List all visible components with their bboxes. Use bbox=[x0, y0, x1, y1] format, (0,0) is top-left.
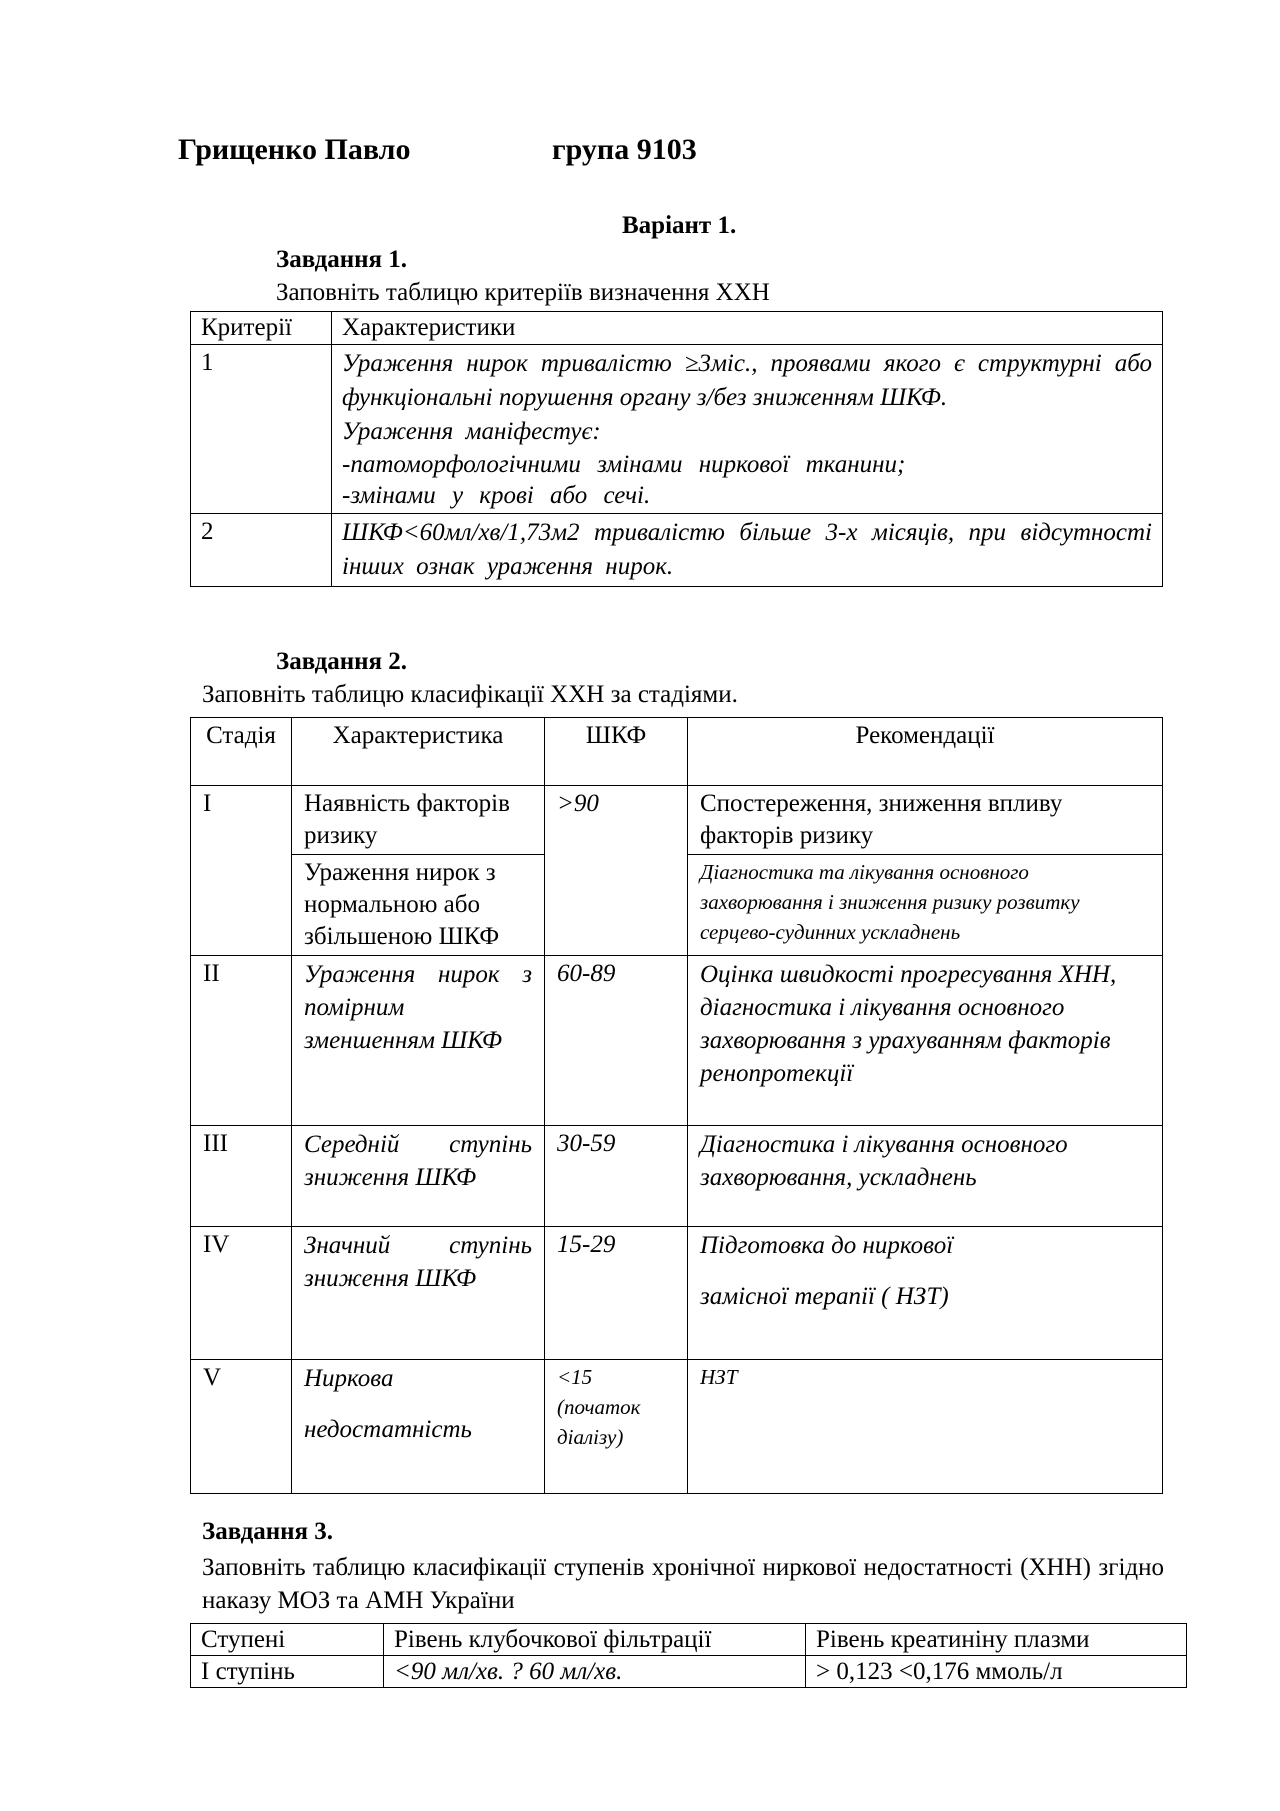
recommendation-cell: НЗТ bbox=[688, 1360, 1163, 1494]
student-name: Грищенко Павло bbox=[178, 133, 411, 166]
table-header-row bbox=[191, 718, 1163, 786]
table-header-row bbox=[191, 312, 1163, 345]
characteristic-text: недостатність bbox=[304, 1416, 472, 1443]
table-row bbox=[191, 1656, 1187, 1688]
gfr-cell: <15 (початок діалізу) bbox=[545, 1360, 688, 1494]
task3-title: Завдання 3. bbox=[202, 1518, 334, 1545]
table-row bbox=[191, 956, 1163, 1126]
gfr-cell: 15-29 bbox=[545, 1227, 688, 1360]
stages-table bbox=[190, 717, 1163, 1494]
criterion-text: ШКФ<60мл/хв/1,73м2 тривалістю більше 3-х місяців, при відсутності інших ознак ураження нирок. bbox=[342, 519, 1152, 580]
table-header-cell: Стадія bbox=[191, 718, 292, 786]
characteristic-cell: Ураження нирок з помірним зменшенням ШКФ bbox=[292, 956, 545, 1126]
gfr-cell: 60-89 bbox=[545, 956, 688, 1126]
recommendation-cell: Діагностика та лікування основного захворювання і зниження ризику розвитку серцево-судинних ускладнень bbox=[688, 855, 1163, 956]
stage-cell: IV bbox=[191, 1227, 292, 1360]
task1-intro: Заповніть таблицю критеріїв визначення ХХН bbox=[276, 279, 770, 306]
characteristic-cell: Наявність факторів ризику bbox=[292, 786, 545, 855]
recommendation-cell: Оцінка швидкості прогресування ХНН, діагностика і лікування основного захворювання з урахуванням факторів ренопротекції bbox=[688, 956, 1163, 1126]
degree-cell: I ступінь bbox=[191, 1656, 384, 1688]
table-row bbox=[191, 514, 1163, 587]
group-number: група 9103 bbox=[552, 133, 697, 166]
ckd-degrees-table bbox=[190, 1623, 1187, 1688]
gfr-cell: 30-59 bbox=[545, 1126, 688, 1227]
table-header-cell: ШКФ bbox=[545, 718, 688, 786]
table-row bbox=[191, 345, 1163, 514]
table-row bbox=[191, 1360, 1163, 1494]
table-row bbox=[191, 1126, 1163, 1227]
gfr-cell: >90 bbox=[545, 786, 688, 956]
stage-cell: III bbox=[191, 1126, 292, 1227]
characteristic-cell: Середній ступінь зниження ШКФ bbox=[292, 1126, 545, 1227]
table-header-cell: Рекомендації bbox=[688, 718, 1163, 786]
criterion-text: Ураження маніфестує: bbox=[342, 418, 601, 445]
variant-title: Варіант 1. bbox=[622, 212, 737, 239]
criterion-text: Ураження нирок тривалістю ≥3міс., проявами якого є структурні або функціональні порушення органу з/без зниженням ШКФ. bbox=[342, 350, 1152, 411]
characteristic-cell: Ураження нирок з нормальною або збільшеною ШКФ bbox=[292, 855, 545, 956]
task2-intro: Заповніть таблицю класифікації ХХН за стадіями. bbox=[202, 681, 738, 708]
stage-cell: V bbox=[191, 1360, 292, 1494]
stage-cell: II bbox=[191, 956, 292, 1126]
characteristic-text: Ниркова bbox=[304, 1365, 394, 1392]
task1-title: Завдання 1. bbox=[276, 246, 408, 273]
table-header-cell: Рівень креатиніну плазми bbox=[806, 1624, 1187, 1656]
criteria-table bbox=[190, 311, 1163, 587]
criterion-text: -патоморфологічними змінами ниркової тканини; bbox=[342, 451, 906, 478]
table-row bbox=[191, 1227, 1163, 1360]
filtration-cell: <90 мл/хв. ? 60 мл/хв. bbox=[384, 1656, 806, 1688]
recommendation-cell: Спостереження, зниження впливу факторів ризику bbox=[688, 786, 1163, 855]
creatinine-cell: > 0,123 <0,176 ммоль/л bbox=[806, 1656, 1187, 1688]
recommendation-text: замісної терапії ( НЗТ) bbox=[700, 1283, 949, 1310]
recommendation-cell: Діагностика і лікування основного захворювання, ускладнень bbox=[688, 1126, 1163, 1227]
task2-title: Завдання 2. bbox=[276, 648, 408, 675]
criterion-number: 1 bbox=[191, 345, 332, 514]
table-header-row bbox=[191, 1624, 1187, 1656]
criterion-text: -змінами у крові або сечі. bbox=[342, 482, 651, 509]
table-header-cell: Характеристика bbox=[292, 718, 545, 786]
recommendation-text: Підготовка до ниркової bbox=[700, 1232, 954, 1259]
table-header-cell: Рівень клубочкової фільтрації bbox=[384, 1624, 806, 1656]
table-header-cell: Критерії bbox=[191, 312, 332, 345]
table-row bbox=[191, 786, 1163, 855]
stage-cell: I bbox=[191, 786, 292, 956]
criterion-number: 2 bbox=[191, 514, 332, 587]
table-header-cell: Ступені bbox=[191, 1624, 384, 1656]
characteristic-cell: Значний ступінь зниження ШКФ bbox=[292, 1227, 545, 1360]
table-header-cell: Характеристики bbox=[332, 312, 1163, 345]
task3-intro: Заповніть таблицю класифікації ступенів хронічної ниркової недостатності (ХНН) згідно наказу МОЗ та АМН України bbox=[202, 1554, 1164, 1614]
